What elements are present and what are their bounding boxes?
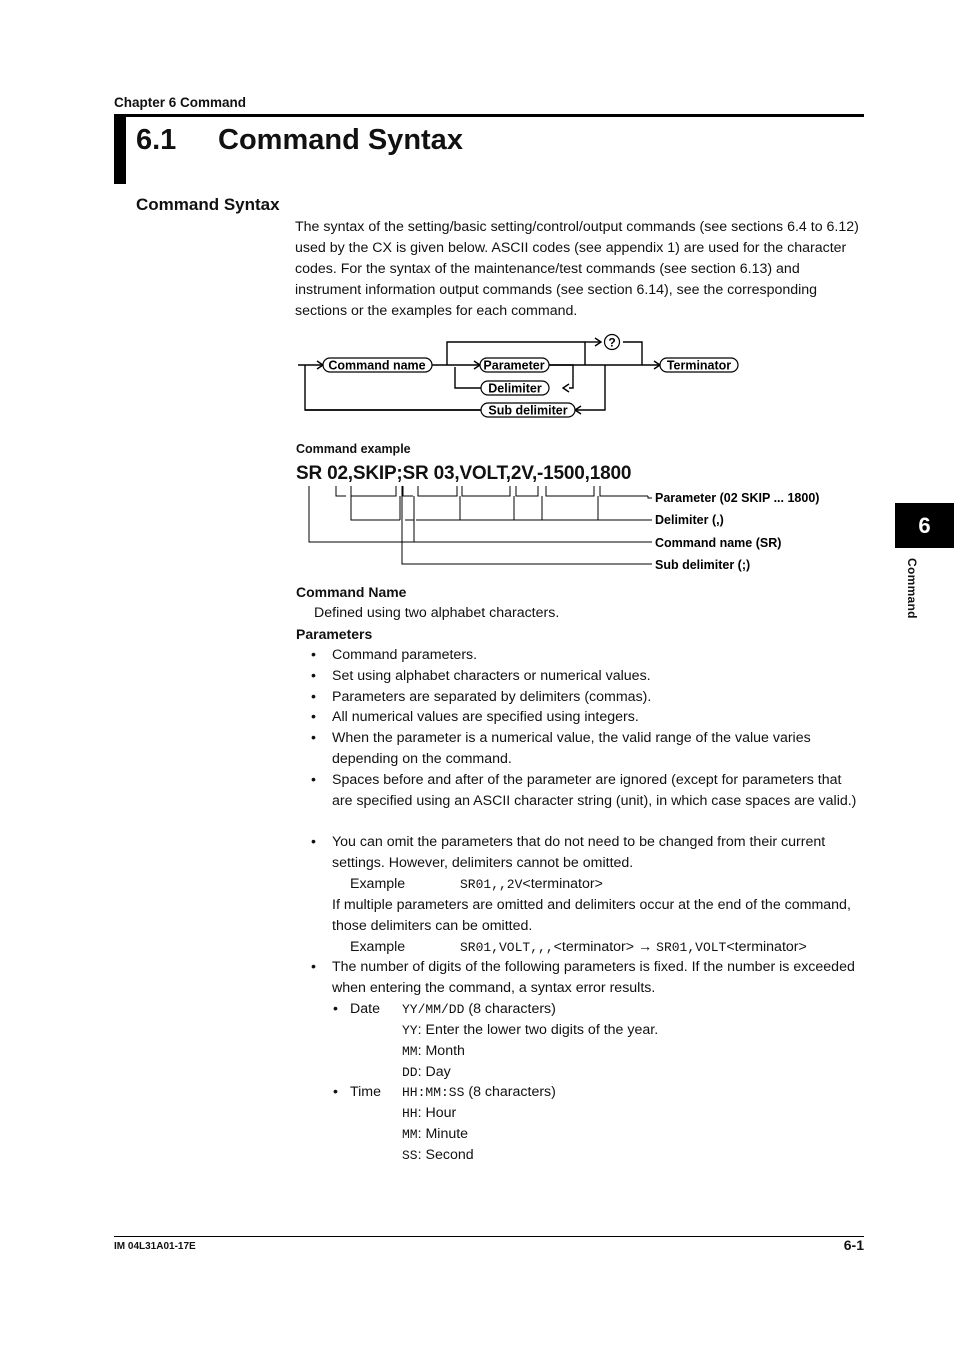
sub-bullet: • [333, 1084, 338, 1100]
diagram-delimiter-label: Delimiter [488, 381, 542, 396]
doc-id: IM 04L31A01-17E [114, 1241, 196, 1252]
date-row-day [402, 1062, 451, 1084]
example-suffix: <terminator> [522, 876, 603, 892]
example-code: SR01,VOLT,,, [460, 940, 554, 955]
bullet: • [311, 668, 316, 684]
list-item: Spaces before and after of the parameter are ignored (except for parameters that are specified using an ASCII character string (unit), in which case spaces are valid.) [332, 772, 857, 809]
example-code: SR01,,2V [460, 877, 523, 892]
bullet: • [311, 959, 316, 975]
section-title: Command Syntax [218, 124, 463, 156]
example-delimiter-label: Delimiter (,) [655, 513, 724, 527]
date-row-year [402, 1020, 658, 1042]
example-label: Example [350, 939, 406, 955]
example-parameter-label: Parameter (02 SKIP ... 1800) [655, 491, 820, 505]
footer-rule [114, 1236, 864, 1237]
list-item: When the parameter is a numerical value, the valid range of the value varies depending on the command. [332, 730, 811, 767]
time-code: MM [402, 1127, 418, 1142]
chapter-header: Chapter 6 Command [114, 95, 247, 110]
omit-note: If multiple parameters are omitted and delimiters occur at the end of the command, those delimiters can be omitted. [332, 897, 851, 934]
time-row-hour [402, 1103, 456, 1125]
example-command-name-label: Command name (SR) [655, 536, 782, 550]
example-diagram [296, 480, 836, 580]
chapter-tab-label: Command [905, 558, 919, 619]
diagram-sub-delimiter-label: Sub delimiter [488, 403, 568, 418]
bullet: • [311, 834, 316, 850]
section-bar [114, 114, 126, 184]
section-number: 6.1 [136, 124, 177, 156]
date-format-note: (8 characters) [464, 1001, 556, 1017]
example-heading: Command example [296, 442, 411, 456]
time-desc: : Minute [417, 1126, 469, 1142]
bullet: • [311, 772, 316, 788]
time-desc: : Hour [417, 1105, 457, 1121]
time-format-note: (8 characters) [464, 1084, 556, 1100]
diagram-optional-label: ? [608, 335, 616, 350]
example-sub-delimiter-label: Sub delimiter (;) [655, 558, 751, 572]
page-number: 6-1 [843, 1237, 864, 1253]
parameters-heading: Parameters [296, 626, 373, 642]
date-format-code: YY/MM/DD [402, 1002, 465, 1017]
bullet: • [311, 689, 316, 705]
date-code: MM [402, 1044, 418, 1059]
bullet: • [311, 647, 316, 663]
date-desc: : Month [417, 1043, 465, 1059]
date-desc: : Enter the lower two digits of the year. [417, 1022, 659, 1038]
date-format [402, 999, 556, 1021]
syntax-diagram [295, 330, 755, 422]
time-format-code: HH:MM:SS [402, 1085, 465, 1100]
diagram-parameter-label: Parameter [483, 358, 545, 373]
example-label: Example [350, 876, 406, 892]
subheading: Command Syntax [136, 195, 280, 214]
time-row-second [402, 1145, 474, 1167]
list-item: All numerical values are specified using integers. [332, 709, 639, 725]
example-mid: <terminator> → [553, 939, 657, 955]
list-item: You can omit the parameters that do not need to be changed from their current settings. However, delimiters cannot be omitted. [332, 834, 826, 871]
time-desc: : Second [417, 1147, 474, 1163]
date-desc: : Day [417, 1064, 451, 1080]
time-row-minute [402, 1124, 468, 1146]
list-item: The number of digits of the following parameters is fixed. If the number is exceeded when entering the command, a syntax error results. [332, 959, 855, 996]
example-2 [460, 937, 807, 959]
time-code: SS [402, 1148, 418, 1163]
bullet: • [311, 709, 316, 725]
list-item: Parameters are separated by delimiters (commas). [332, 689, 652, 705]
command-name-text: Defined using two alphabet characters. [314, 605, 560, 621]
date-code: DD [402, 1065, 418, 1080]
time-format [402, 1082, 556, 1104]
date-label: Date [350, 1001, 380, 1017]
time-code: HH [402, 1106, 418, 1121]
time-label: Time [350, 1084, 382, 1100]
list-item: Set using alphabet characters or numerical values. [332, 668, 651, 684]
sub-bullet: • [333, 1001, 338, 1017]
bullet: • [311, 730, 316, 746]
date-code: YY [402, 1023, 418, 1038]
diagram-terminator-label: Terminator [666, 358, 732, 373]
intro-paragraph: The syntax of the setting/basic setting/control/output commands (see sections 6.4 to 6.12) used by the CX is given below. ASCII codes (see appendix 1) are used for the character codes. For the syntax of the maintenance/test commands (see section 6.13) and instrument information output commands (see section 6.14), see the corresponding sections or the examples for each command. [295, 219, 859, 319]
example-command: SR 02,SKIP;SR 03,VOLT,2V,-1500,1800 [296, 463, 632, 484]
command-name-heading: Command Name [296, 584, 407, 600]
example-1 [460, 874, 603, 896]
diagram-command-name-label: Command name [328, 358, 426, 373]
chapter-tab: 6 [895, 503, 954, 548]
list-item: Command parameters. [332, 647, 478, 663]
example-suffix: <terminator> [726, 939, 807, 955]
date-row-month [402, 1041, 465, 1063]
header-rule [114, 114, 864, 117]
example-code-2: SR01,VOLT [656, 940, 727, 955]
